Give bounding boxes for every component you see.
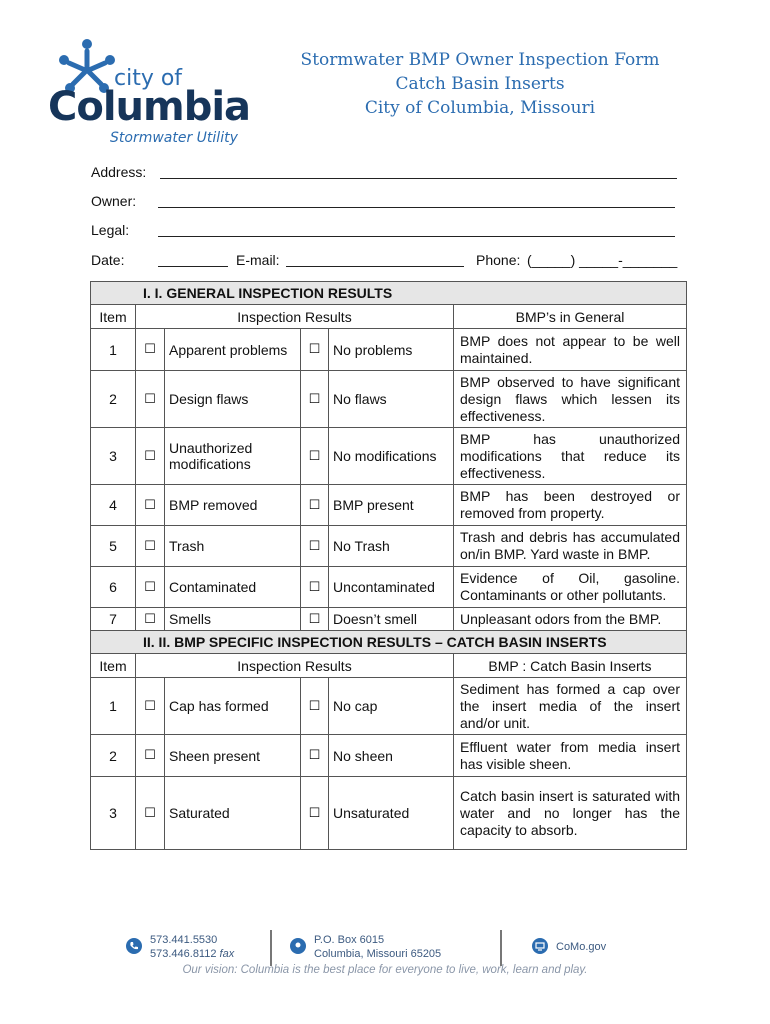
checkbox-pass[interactable]: ☐ [301,526,329,567]
footer-city: Columbia, Missouri 65205 [314,948,442,960]
table-row [91,485,687,526]
row-description: Catch basin insert is saturated with water and no longer has the capacity to absorb. [454,777,687,850]
checkbox-pass[interactable]: ☐ [301,735,329,777]
checkbox-pass[interactable]: ☐ [301,485,329,526]
fail-label: Cap has formed [165,678,301,735]
logo-utility: Stormwater Utility [110,130,238,146]
row-description: Sediment has formed a cap over the insert media of the insert and/or unit. [454,678,687,735]
checkbox-fail[interactable]: ☐ [136,371,165,428]
title-line-2: Catch Basin Inserts [395,74,565,94]
row-description: Effluent water from media insert has visible sheen. [454,735,687,777]
checkbox-pass[interactable]: ☐ [301,567,329,608]
location-pin-icon [290,938,306,954]
fail-label: Design flaws [165,371,301,428]
item-number: 6 [91,567,136,608]
fail-label: Trash [165,526,301,567]
footer-fax-label: fax [219,948,235,960]
col-results-header: Inspection Results [136,305,454,329]
checkbox-pass[interactable]: ☐ [301,777,329,850]
checkbox-fail[interactable]: ☐ [136,329,165,371]
pass-label: No modifications [329,428,454,485]
pass-label: No flaws [329,371,454,428]
owner-input[interactable] [158,207,675,208]
fail-label: Unauthorized modifications [165,428,301,485]
row-description: BMP has unauthorized modifications that reduce its effectiveness. [454,428,687,485]
item-number: 3 [91,777,136,850]
pass-label: Uncontaminated [329,567,454,608]
section-1-title: I. I. GENERAL INSPECTION RESULTS [91,282,687,305]
table-row [91,371,687,428]
phone-input[interactable]: (_____) _____-_______ [527,252,678,268]
table-row [91,608,687,631]
logo-city-of: city of [114,66,183,91]
legal-label: Legal: [91,222,130,238]
footer-divider [500,930,502,966]
checkbox-fail[interactable]: ☐ [136,485,165,526]
row-description: Evidence of Oil, gasoline. Contaminants or other pollutants. [454,567,687,608]
item-number: 7 [91,608,136,631]
address-label: Address: [91,164,147,180]
section-2-title: II. II. BMP SPECIFIC INSPECTION RESULTS – CATCH BASIN INSERTS [91,631,687,654]
footer-phone: 573.441.5530 [150,934,218,946]
checkbox-fail[interactable]: ☐ [136,567,165,608]
pass-label: BMP present [329,485,454,526]
phone-icon [126,938,142,954]
checkbox-pass[interactable]: ☐ [301,428,329,485]
checkbox-fail[interactable]: ☐ [136,777,165,850]
row-description: BMP has been destroyed or removed from property. [454,485,687,526]
item-number: 4 [91,485,136,526]
checkbox-fail[interactable]: ☐ [136,608,165,631]
logo-columbia: Columbia [48,84,251,130]
item-number: 1 [91,678,136,735]
pass-label: No cap [329,678,454,735]
item-number: 1 [91,329,136,371]
owner-label: Owner: [91,193,137,209]
checkbox-fail[interactable]: ☐ [136,735,165,777]
col-item-header: Item [91,305,136,329]
form-title [290,48,670,120]
checkbox-pass[interactable]: ☐ [301,329,329,371]
row-description: Trash and debris has accumulated on/in BMP. Yard waste in BMP. [454,526,687,567]
footer-divider [270,930,272,966]
checkbox-fail[interactable]: ☐ [136,526,165,567]
table-row [91,329,687,371]
row-description: Unpleasant odors from the BMP. [454,608,687,631]
fail-label: Sheen present [165,735,301,777]
address-input[interactable] [160,178,677,179]
date-input[interactable] [158,266,228,267]
date-label: Date: [91,252,125,268]
computer-icon [532,938,548,954]
footer-web[interactable]: CoMo.gov [556,941,607,953]
checkbox-fail[interactable]: ☐ [136,428,165,485]
fail-label: Smells [165,608,301,631]
checkbox-fail[interactable]: ☐ [136,678,165,735]
table-row [91,777,687,850]
checkbox-pass[interactable]: ☐ [301,608,329,631]
title-line-1: Stormwater BMP Owner Inspection Form [300,50,660,70]
item-number: 3 [91,428,136,485]
col-desc-header: BMP’s in General [454,305,687,329]
pass-label: No problems [329,329,454,371]
row-description: BMP does not appear to be well maintained. [454,329,687,371]
col-item-header: Item [91,654,136,678]
row-description: BMP observed to have significant design flaws which lessen its effectiveness. [454,371,687,428]
email-input[interactable] [286,266,464,267]
checkbox-pass[interactable]: ☐ [301,678,329,735]
item-number: 5 [91,526,136,567]
table-row [91,428,687,485]
table-row [91,567,687,608]
footer-po-box: P.O. Box 6015 [314,934,385,946]
footer-fax: 573.446.8112 [150,948,217,960]
general-inspection-table [90,281,687,850]
legal-input[interactable] [158,236,675,237]
col-results-header: Inspection Results [136,654,454,678]
city-logo [48,36,251,151]
table-row [91,526,687,567]
table-row [91,678,687,735]
item-number: 2 [91,735,136,777]
fail-label: BMP removed [165,485,301,526]
pass-label: Doesn’t smell [329,608,454,631]
phone-label: Phone: [476,252,521,268]
pass-label: No sheen [329,735,454,777]
email-label: E-mail: [236,252,280,268]
pass-label: No Trash [329,526,454,567]
pass-label: Unsaturated [329,777,454,850]
checkbox-pass[interactable]: ☐ [301,371,329,428]
footer-vision: Our vision: Columbia is the best place for everyone to live, work, learn and play. [182,964,588,976]
col-desc-header: BMP : Catch Basin Inserts [454,654,687,678]
item-number: 2 [91,371,136,428]
fail-label: Apparent problems [165,329,301,371]
table-row [91,735,687,777]
title-line-3: City of Columbia, Missouri [364,98,596,118]
fail-label: Saturated [165,777,301,850]
fail-label: Contaminated [165,567,301,608]
footer [120,930,680,990]
